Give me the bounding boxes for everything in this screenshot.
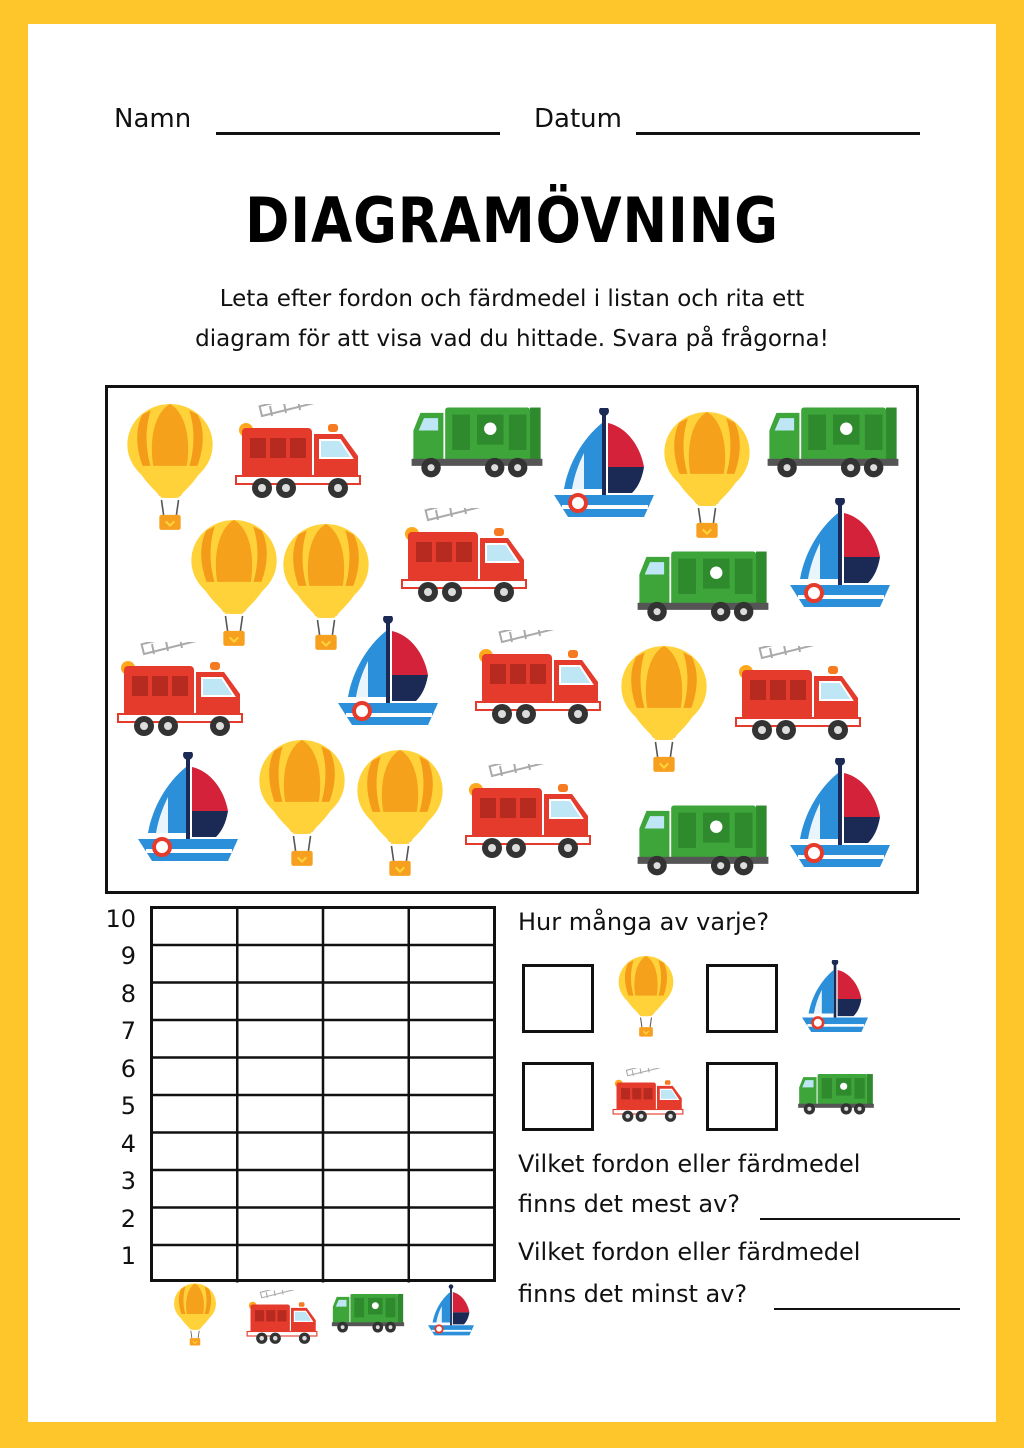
balloon-icon xyxy=(620,646,708,774)
y-axis-label: 5 xyxy=(120,1092,136,1121)
count-box-garbage-truck[interactable] xyxy=(706,1062,778,1131)
firetruck-icon xyxy=(234,404,362,500)
least-question-line-2: finns det minst av? xyxy=(518,1280,748,1308)
balloon-icon xyxy=(664,412,750,540)
y-axis-label: 10 xyxy=(105,904,136,933)
sailboat-icon xyxy=(554,408,654,520)
sailboat-icon xyxy=(790,758,890,870)
count-box-sailboat[interactable] xyxy=(706,964,778,1033)
least-answer-field[interactable] xyxy=(774,1308,960,1310)
balloon-icon xyxy=(126,404,214,532)
instructions-line-2: diagram för att visa vad du hittade. Svara på frågorna! xyxy=(195,326,829,352)
x-axis-sailboat-icon xyxy=(428,1284,474,1338)
y-axis-label: 4 xyxy=(120,1129,136,1158)
name-field[interactable] xyxy=(216,132,500,135)
sailboat-icon xyxy=(802,960,868,1034)
y-axis-label: 9 xyxy=(120,942,136,971)
y-axis-label: 3 xyxy=(120,1167,136,1196)
garbage-truck-icon xyxy=(630,802,776,878)
count-box-firetruck[interactable] xyxy=(522,1062,594,1131)
firetruck-icon xyxy=(116,642,244,738)
garbage-truck-icon xyxy=(796,1072,876,1116)
instructions-line-1: Leta efter fordon och färdmedel i listan och rita ett xyxy=(219,286,805,312)
y-axis-label: 1 xyxy=(120,1242,136,1271)
sailboat-icon xyxy=(338,616,438,728)
y-axis-label: 6 xyxy=(120,1054,136,1083)
firetruck-icon xyxy=(734,646,862,742)
graph-grid[interactable] xyxy=(150,906,496,1284)
garbage-truck-icon xyxy=(630,548,776,624)
date-label: Datum xyxy=(534,104,622,134)
count-heading: Hur många av varje? xyxy=(518,908,770,936)
page-title: DIAGRAMÖVNING xyxy=(245,184,779,257)
balloon-icon xyxy=(190,520,278,648)
x-axis-garbage-truck-icon xyxy=(330,1292,406,1334)
balloon-icon xyxy=(356,750,444,878)
least-question-line-1: Vilket fordon eller färdmedel xyxy=(518,1238,861,1266)
balloon-icon xyxy=(258,740,346,868)
balloon-icon xyxy=(618,956,674,1038)
most-question-line-2: finns det mest av? xyxy=(518,1190,741,1218)
x-axis-balloon-icon xyxy=(174,1282,216,1348)
firetruck-icon xyxy=(612,1068,684,1124)
most-question-line-1: Vilket fordon eller färdmedel xyxy=(518,1150,861,1178)
picture-box xyxy=(105,385,919,894)
firetruck-icon xyxy=(464,764,592,860)
y-axis-label: 2 xyxy=(120,1204,136,1233)
date-field[interactable] xyxy=(636,132,920,135)
sailboat-icon xyxy=(138,752,238,864)
y-axis-label: 8 xyxy=(120,979,136,1008)
y-axis-label: 7 xyxy=(120,1017,136,1046)
worksheet xyxy=(28,24,996,1422)
garbage-truck-icon xyxy=(404,404,550,480)
firetruck-icon xyxy=(474,630,602,726)
x-axis-firetruck-icon xyxy=(246,1290,318,1346)
sailboat-icon xyxy=(790,498,890,610)
most-answer-field[interactable] xyxy=(760,1218,960,1220)
bar-graph xyxy=(100,906,500,1286)
count-box-balloon[interactable] xyxy=(522,964,594,1033)
name-label: Namn xyxy=(114,104,192,134)
firetruck-icon xyxy=(400,508,528,604)
garbage-truck-icon xyxy=(760,404,906,480)
